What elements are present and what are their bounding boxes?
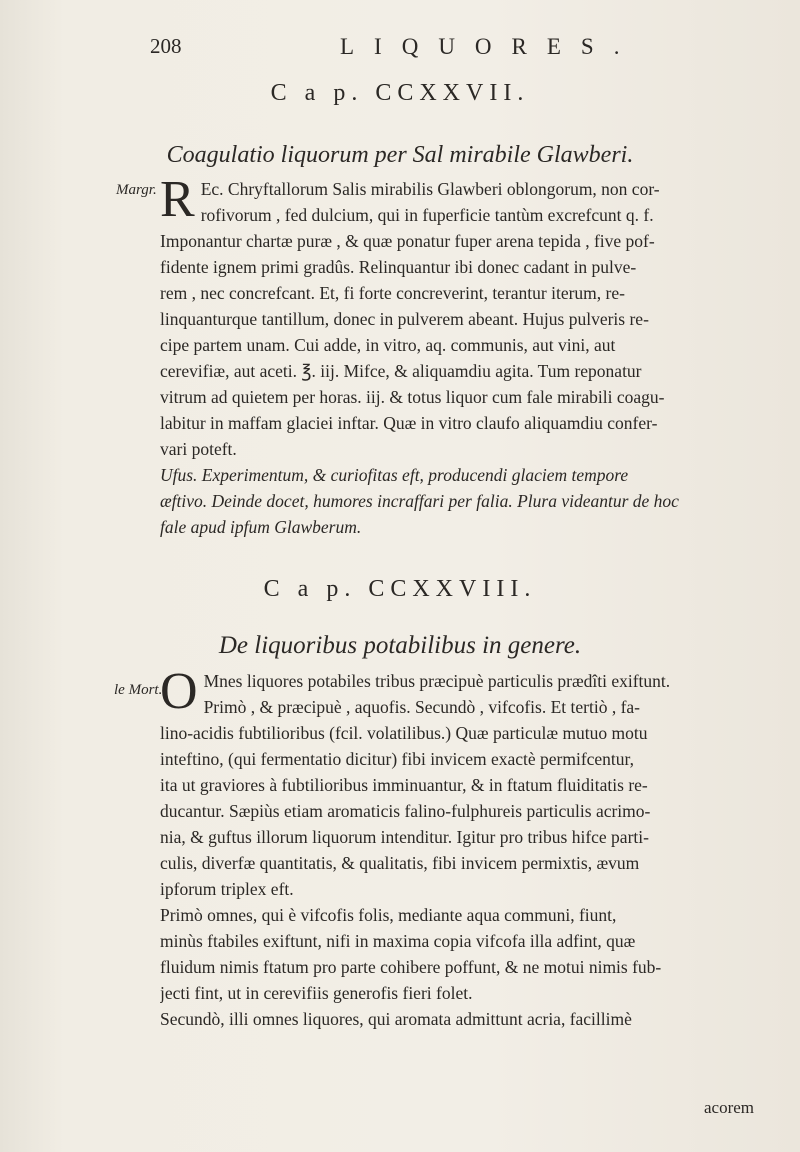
text-line: rofivorum , fed dulcium, qui in fuperficie tantùm excrefcunt q. f. — [200, 205, 654, 225]
text-line: jecti fint, ut in cerevifiis generofis fieri folet. — [160, 983, 473, 1003]
text-line: Mnes liquores potabiles tribus præcipuè particulis prædîti exiftunt. — [203, 671, 671, 691]
running-title: LIQUORES. — [340, 34, 640, 59]
chapter-title-228: De liquoribus potabilibus in genere. — [218, 632, 582, 659]
text-line: culis, diverfæ quantitatis, & qualitatis, fibi invicem permixtis, ævum — [160, 853, 640, 873]
drop-initial: R — [160, 171, 195, 228]
text-line: fidente ignem primi gradûs. Relinquantur ibi donec cadant in pulve- — [160, 257, 637, 277]
text-line: linquanturque tantillum, donec in pulverem abeant. Hujus pulveris re- — [160, 309, 649, 329]
text-line: labitur in maffam glaciei inftar. Quæ in vitro claufo aliquamdiu confer- — [160, 413, 658, 433]
text-line: nia, & guftus illorum liquorum intenditur. Igitur pro tribus hifce parti- — [160, 827, 649, 847]
chapter-body-228 — [160, 663, 746, 1032]
text-line: Ec. Chryftallorum Salis mirabilis Glawberi oblongorum, non cor- — [200, 179, 660, 199]
text-line: rem , nec concrefcant. Et, fi forte concreverint, terantur iterum, re- — [160, 283, 625, 303]
text-line: cerevifiæ, aut aceti. ℥. iij. Mifce, & aliquamdiu agita. Tum reponatur — [160, 361, 642, 381]
drop-initial: O — [160, 663, 198, 720]
text-line: vitrum ad quietem per horas. iij. & totus liquor cum fale mirabili coagu- — [160, 387, 665, 407]
chapter-body-227 — [160, 171, 746, 540]
chapter-heading-228: C a p. CCXXVIII. — [263, 576, 537, 602]
text-line: ita ut graviores à fubtilioribus imminuantur, & in ftatum fluiditatis re- — [160, 775, 648, 795]
text-line: Primò , & præcipuè , aquofis. Secundò , vifcofis. Et tertiò , fa- — [203, 697, 641, 717]
text-line: Secundò, illi omnes liquores, qui aromata admittunt acria, facillimè — [160, 1009, 632, 1029]
page-header — [0, 34, 800, 64]
text-line: fluidum nimis ftatum pro parte cohibere poffunt, & ne motui nimis fub- — [160, 957, 662, 977]
text-line: cipe partem unam. Cui adde, in vitro, aq. communis, aut vini, aut — [160, 335, 616, 355]
text-line: ipforum triplex eft. — [160, 879, 294, 899]
chapter-heading-227: C a p. CCXXVII. — [270, 80, 530, 106]
text-line: Imponantur chartæ puræ , & quæ ponatur fuper arena tepida , five pof- — [160, 231, 655, 251]
page-number: 208 — [150, 34, 182, 58]
text-line: minùs ftabiles exiftunt, nifi in maxima copia vifcofa illa adfint, quæ — [160, 931, 636, 951]
text-line: vari poteft. — [160, 439, 237, 459]
text-line: lino-acidis fubtilioribus (fcil. volatilibus.) Quæ particulæ mutuo motu — [160, 723, 648, 743]
usus-line: æftivo. Deinde docet, humores incraffari per falia. Plura videantur de hoc — [160, 491, 679, 511]
margin-note-227: Margr. — [116, 182, 157, 198]
usus-line: fale apud ipfum Glawberum. — [160, 517, 362, 537]
chapter-title-227: Coagulatio liquorum per Sal mirabile Glawberi. — [166, 142, 634, 168]
catchword: acorem — [704, 1098, 755, 1117]
text-line: ducantur. Sæpiùs etiam aromaticis falino-fulphureis particulis acrimo- — [160, 801, 651, 821]
margin-note-228: le Mort. — [114, 682, 163, 698]
usus-line: Ufus. Experimentum, & curiofitas eft, producendi glaciem tempore — [160, 465, 629, 485]
text-line: inteftino, (qui fermentatio dicitur) fibi invicem exactè permifcentur, — [160, 749, 635, 769]
text-line: Primò omnes, qui è vifcofis folis, mediante aqua communi, fiunt, — [160, 905, 617, 925]
